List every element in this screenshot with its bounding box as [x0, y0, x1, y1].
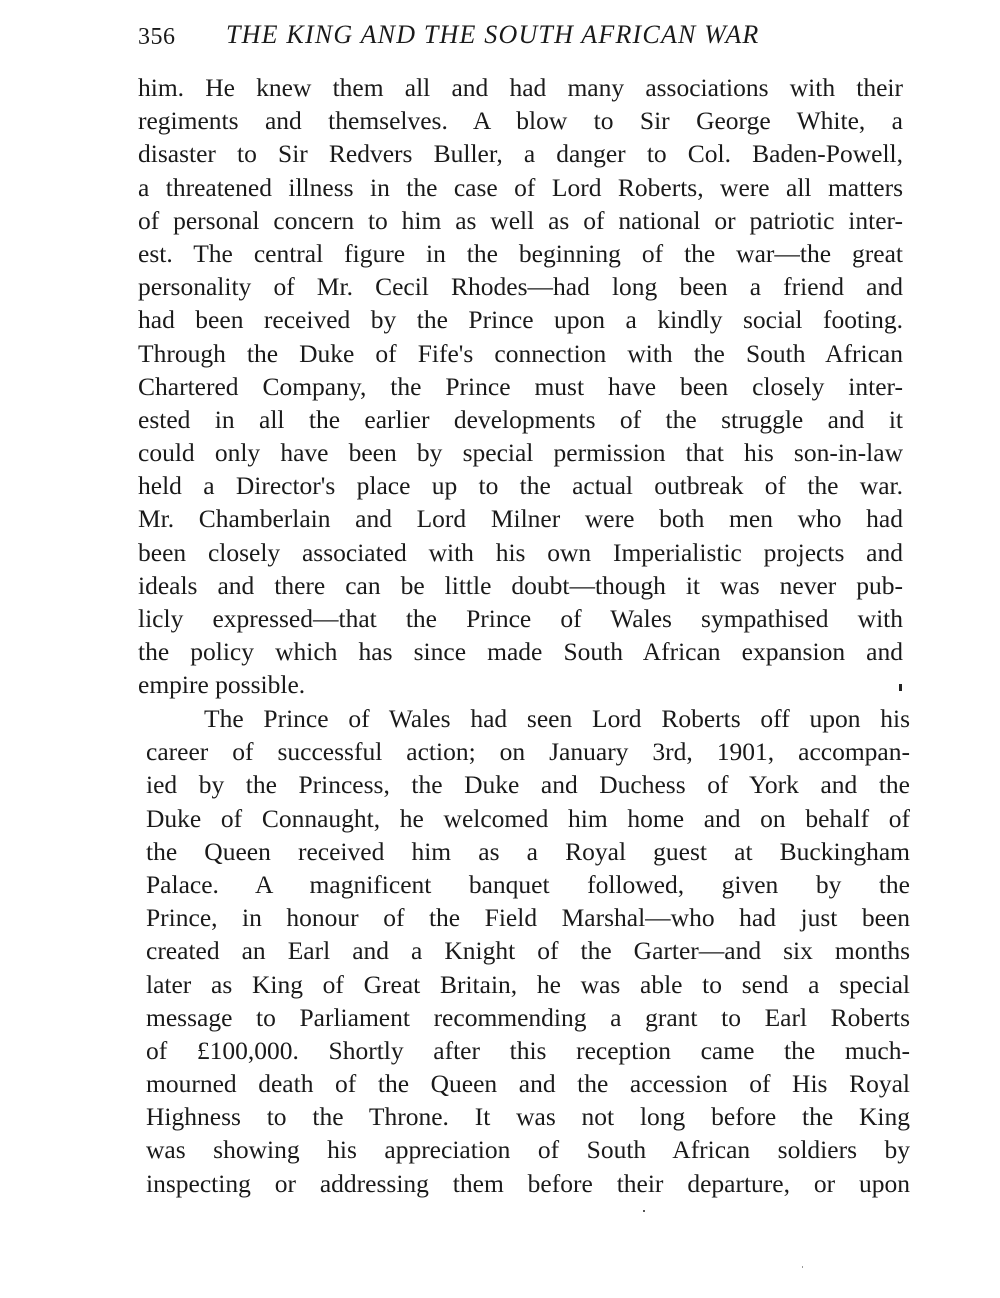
text-line: of £100,000. Shortly after this reception came the much-: [146, 1035, 910, 1065]
text-line: Chartered Company, the Prince must have been closely inter-: [138, 371, 903, 401]
page-number: 356: [138, 24, 176, 50]
text-line: had been received by the Prince upon a kindly social footing.: [138, 305, 903, 335]
running-title: THE KING AND THE SOUTH AFRICAN WAR: [226, 20, 760, 49]
text-line: been closely associated with his own Imperialistic projects and: [138, 537, 903, 567]
text-line: of personal concern to him as well as of national or patriotic inter-: [138, 205, 903, 235]
text-line: mourned death of the Queen and the accession of His Royal: [146, 1069, 910, 1099]
text-line: created an Earl and a Knight of the Garter—and six months: [146, 936, 910, 966]
text-line: The Prince of Wales had seen Lord Roberts off upon his: [204, 704, 910, 733]
text-line: held a Director's place up to the actual outbreak of the war.: [138, 471, 903, 501]
text-line: the Queen received him as a Royal guest at Buckingham: [146, 836, 910, 866]
text-line: could only have been by special permission that his son-in-law: [138, 438, 903, 468]
text-line: Highness to the Throne. It was not long before the King: [146, 1102, 910, 1132]
text-line: message to Parliament recommending a grant to Earl Roberts: [146, 1002, 910, 1032]
text-line: personality of Mr. Cecil Rhodes—had long been a friend and: [138, 272, 903, 302]
ink-speck: [643, 1210, 645, 1212]
text-line: later as King of Great Britain, he was able to send a special: [146, 969, 910, 999]
text-line: ied by the Princess, the Duke and Duchess of York and the: [146, 770, 910, 800]
text-line: Duke of Connaught, he welcomed him home and on behalf of: [146, 803, 910, 833]
text-line: Through the Duke of Fife's connection with the South African: [138, 338, 903, 368]
text-line: Prince, in honour of the Field Marshal—who had just been: [146, 903, 910, 933]
text-line: est. The central figure in the beginning of the war—the great: [138, 238, 903, 268]
text-line: disaster to Sir Redvers Buller, a danger to Col. Baden-Powell,: [138, 139, 903, 169]
text-line: a threatened illness in the case of Lord Roberts, were all matters: [138, 172, 903, 202]
ink-speck: [899, 684, 902, 691]
running-head: [138, 18, 818, 52]
text-line: regiments and themselves. A blow to Sir George White, a: [138, 106, 903, 136]
text-line: career of successful action; on January 3rd, 1901, accompan-: [146, 737, 910, 767]
text-line: Palace. A magnificent banquet followed, given by the: [146, 869, 910, 899]
text-line: the policy which has since made South African expansion and: [138, 637, 903, 667]
ink-speck: [802, 1266, 803, 1268]
text-line: ested in all the earlier developments of the struggle and it: [138, 404, 903, 434]
text-line: inspecting or addressing them before their departure, or upon: [146, 1168, 910, 1198]
text-line: him. He knew them all and had many associations with their: [138, 73, 903, 102]
paragraph-1: [138, 71, 903, 702]
text-line: empire possible.: [138, 670, 306, 700]
text-line: ideals and there can be little doubt—though it was never pub-: [138, 570, 903, 600]
text-line: licly expressed—that the Prince of Wales sympathised with: [138, 604, 903, 633]
paragraph-2: [146, 702, 910, 1200]
text-line: was showing his appreciation of South African soldiers by: [146, 1135, 910, 1165]
text-line: Mr. Chamberlain and Lord Milner were both men who had: [138, 504, 903, 534]
